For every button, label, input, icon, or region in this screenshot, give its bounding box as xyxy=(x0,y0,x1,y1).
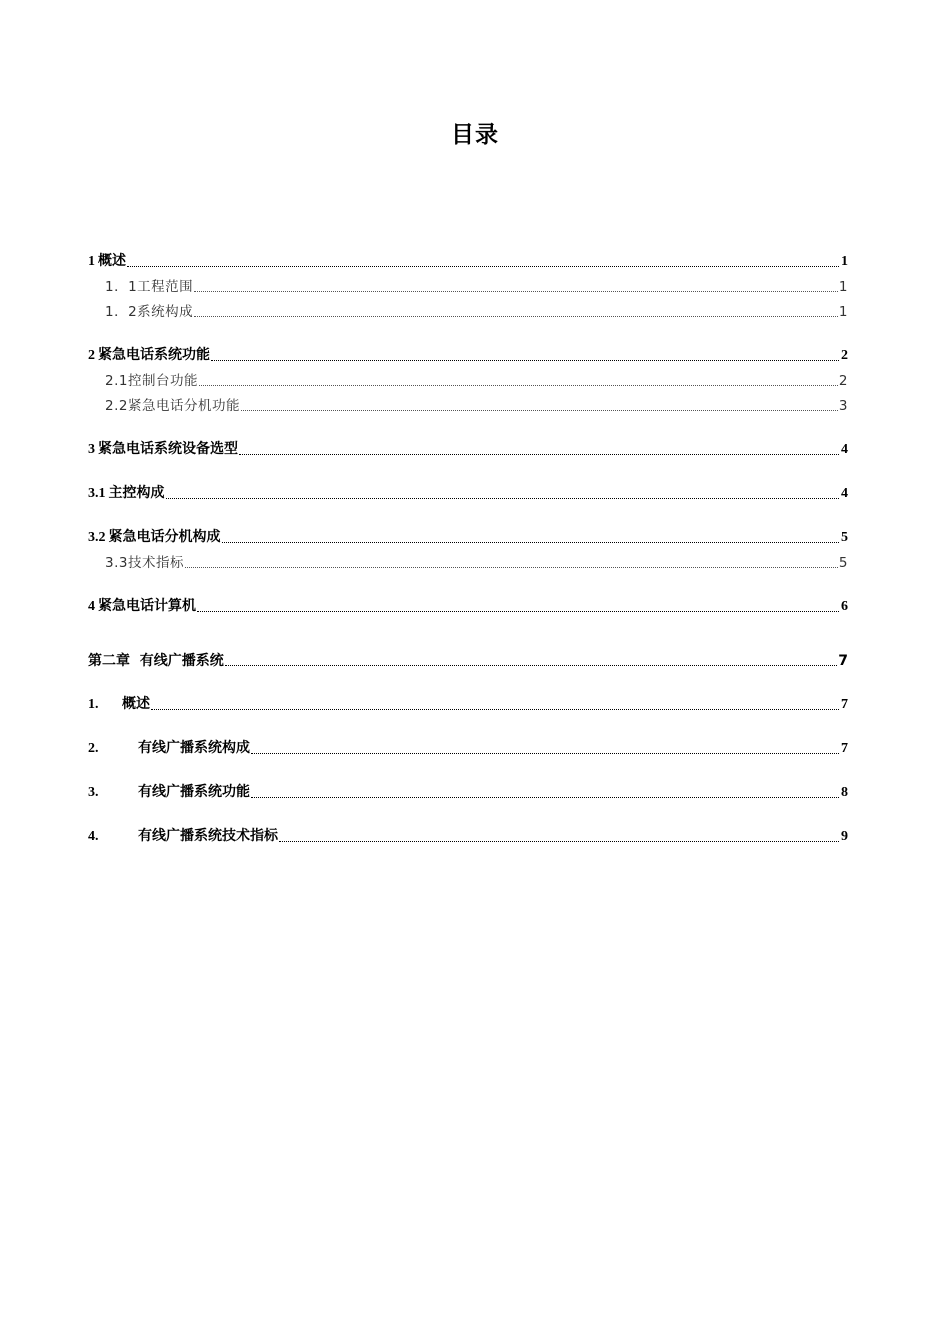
dot-leader xyxy=(222,542,840,543)
dot-leader xyxy=(194,316,838,317)
toc-title: 2.1控制台功能 xyxy=(105,373,198,389)
toc-title: 有线广播系统技术指标 xyxy=(138,829,278,844)
dot-leader xyxy=(127,266,839,267)
toc-title: 第二章 有线广播系统 xyxy=(88,653,224,669)
toc-entry-3-1[interactable] xyxy=(88,484,848,504)
toc-page-number: 6 xyxy=(841,599,848,614)
dot-leader xyxy=(166,498,840,499)
toc-entry-2[interactable] xyxy=(88,346,848,366)
page-title: 目录 xyxy=(451,122,499,148)
toc-entry-2-2[interactable] xyxy=(88,396,848,416)
toc-number: 3.2 xyxy=(88,530,106,545)
toc-entry-2-1[interactable] xyxy=(88,371,848,391)
toc-title: 有线广播系统构成 xyxy=(138,741,250,756)
dot-leader xyxy=(251,797,839,798)
toc-title: 3.3技术指标 xyxy=(105,555,184,571)
toc-entry-3-3[interactable] xyxy=(88,553,848,573)
toc-title: 1．2系统构成 xyxy=(105,304,194,320)
dot-leader xyxy=(185,567,838,568)
toc-number: 2 xyxy=(88,348,95,363)
toc-entry-3[interactable] xyxy=(88,440,848,460)
toc-number: 2. xyxy=(88,741,99,756)
toc-number: 1. xyxy=(88,697,99,712)
toc-page-number: 4 xyxy=(841,486,848,501)
toc-number: 3.1 xyxy=(88,486,106,501)
toc-entry-1-1[interactable] xyxy=(88,277,848,297)
toc-page-number: 1 xyxy=(838,304,848,320)
toc-page-number: 5 xyxy=(838,555,848,571)
dot-leader xyxy=(241,410,838,411)
toc-entry-ch2-2[interactable] xyxy=(88,739,848,759)
dot-leader xyxy=(211,360,839,361)
toc-page-number: 4 xyxy=(841,442,848,457)
toc-page-number: 5 xyxy=(841,530,848,545)
toc-entry-3-2[interactable] xyxy=(88,528,848,548)
toc-page-number: 1 xyxy=(841,254,848,269)
dot-leader xyxy=(197,611,839,612)
toc-number: 1 xyxy=(88,254,95,269)
toc-page-number: 8 xyxy=(841,785,848,800)
toc-title: 紧急电话计算机 xyxy=(98,599,196,614)
toc-entry-ch2-4[interactable] xyxy=(88,827,848,847)
toc-title: 概述 xyxy=(122,697,150,712)
dot-leader xyxy=(251,753,839,754)
toc-number: 4 xyxy=(88,599,95,614)
toc-page-number: 3 xyxy=(838,398,848,414)
toc-title: 紧急电话系统功能 xyxy=(98,348,210,363)
toc-number: 4. xyxy=(88,829,99,844)
toc-entry-1-2[interactable] xyxy=(88,302,848,322)
toc-page-number: 1 xyxy=(838,279,848,295)
toc-entry-chapter-2[interactable] xyxy=(88,651,848,671)
toc-page-number: 9 xyxy=(841,829,848,844)
toc-title: 2.2紧急电话分机功能 xyxy=(105,398,240,414)
toc-number: 3 xyxy=(88,442,95,457)
toc-page-number: 2 xyxy=(838,373,848,389)
toc-page-number: 2 xyxy=(841,348,848,363)
dot-leader xyxy=(151,709,839,710)
dot-leader xyxy=(225,665,838,666)
toc-page-number: 7 xyxy=(841,697,848,712)
toc-title: 概述 xyxy=(98,254,126,269)
toc-entry-4[interactable] xyxy=(88,597,848,617)
toc-title: 有线广播系统功能 xyxy=(138,785,250,800)
toc-title: 紧急电话系统设备选型 xyxy=(98,442,238,457)
toc-title: 主控构成 xyxy=(108,486,165,501)
toc-title: 1．1工程范围 xyxy=(105,279,194,295)
dot-leader xyxy=(239,454,839,455)
dot-leader xyxy=(279,841,839,842)
toc-entry-ch2-1[interactable] xyxy=(88,695,848,715)
dot-leader xyxy=(194,291,838,292)
toc-entry-1[interactable] xyxy=(88,252,848,272)
toc-page-number: 7 xyxy=(838,653,848,669)
toc-entry-ch2-3[interactable] xyxy=(88,783,848,803)
dot-leader xyxy=(199,385,838,386)
toc-title: 紧急电话分机构成 xyxy=(108,530,221,545)
toc-number: 3. xyxy=(88,785,99,800)
toc-page-number: 7 xyxy=(841,741,848,756)
